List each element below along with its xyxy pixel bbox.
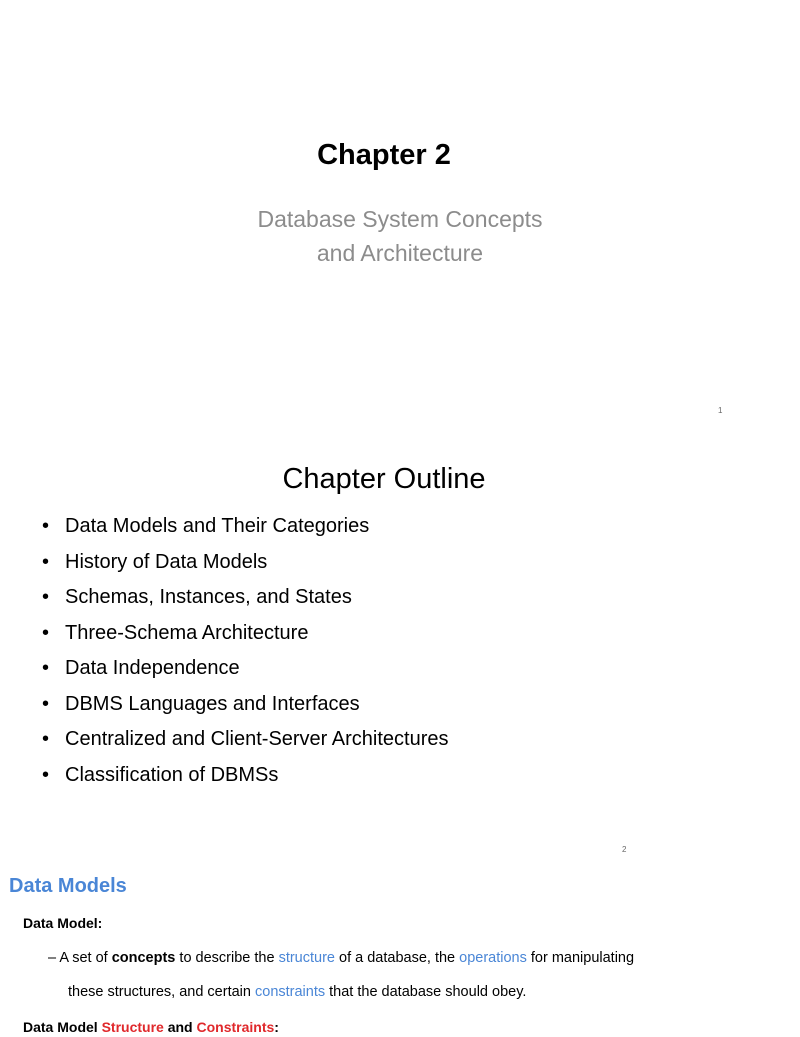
slide-title — [0, 0, 768, 430]
term-constraints-red: Constraints — [196, 1019, 275, 1035]
text-run: of a database, the — [334, 950, 460, 966]
definition-line-1 — [48, 948, 634, 968]
list-item-text: DBMS Languages and Interfaces — [65, 692, 360, 715]
list-item-text: Three-Schema Architecture — [65, 621, 309, 644]
bullet-icon: • — [42, 515, 50, 537]
text-run: : — [274, 1019, 279, 1035]
list-item — [42, 758, 449, 794]
outline-list — [42, 509, 449, 793]
term-operations: operations — [459, 950, 527, 966]
list-item-text: Centralized and Client-Server Architectures — [65, 728, 449, 750]
page-number: 1 — [718, 406, 723, 415]
list-item — [42, 687, 449, 723]
list-item — [42, 509, 449, 545]
term-structure-red: Structure — [101, 1019, 164, 1035]
outline-title: Chapter Outline — [282, 463, 486, 495]
bullet-icon: • — [42, 621, 50, 644]
section-title: Data Models — [9, 875, 127, 897]
section-subheading: Data Model: — [23, 915, 103, 931]
text-run: Data Model — [23, 1019, 102, 1035]
list-item — [42, 616, 449, 652]
structure-constraints-heading — [23, 1017, 279, 1037]
slide-data-models — [0, 860, 768, 1035]
text-run: for manipulating — [526, 950, 635, 966]
list-item-text: Classification of DBMSs — [65, 763, 279, 786]
bullet-icon: • — [42, 657, 50, 679]
chapter-title: Chapter 2 — [317, 139, 451, 171]
list-item — [42, 580, 449, 616]
chapter-subtitle-line-1: Database System Concepts — [257, 206, 543, 232]
list-item-text: Data Independence — [65, 657, 240, 679]
list-item — [42, 651, 449, 687]
term-constraints: constraints — [255, 984, 326, 1000]
text-run: that the database should obey. — [325, 984, 527, 1000]
text-run: and — [163, 1019, 197, 1035]
term-concepts: concepts — [111, 950, 176, 966]
bullet-icon: • — [42, 763, 50, 786]
list-item-text: Schemas, Instances, and States — [65, 586, 352, 608]
list-item — [42, 545, 449, 581]
chapter-subtitle-line-2: and Architecture — [316, 240, 484, 266]
definition-line-2 — [68, 982, 526, 1002]
page-number: 2 — [622, 845, 627, 854]
term-structure: structure — [278, 950, 335, 966]
text-run: A set of — [59, 950, 112, 966]
slide-outline — [0, 430, 768, 860]
bullet-icon: • — [42, 728, 50, 750]
bullet-icon: • — [42, 550, 50, 573]
chapter-subtitle — [0, 202, 800, 270]
bullet-icon: • — [42, 586, 50, 608]
list-item-text: History of Data Models — [65, 550, 268, 573]
text-run: to describe the — [175, 950, 279, 966]
bullet-icon: • — [42, 692, 50, 715]
list-item-text: Data Models and Their Categories — [65, 515, 370, 537]
text-run: these structures, and certain — [68, 984, 255, 1000]
list-item — [42, 722, 449, 758]
dash-icon: – — [48, 950, 57, 966]
